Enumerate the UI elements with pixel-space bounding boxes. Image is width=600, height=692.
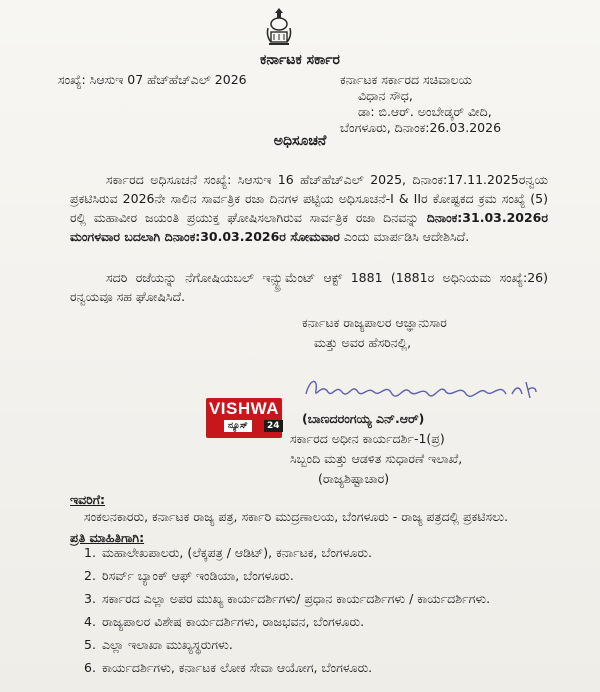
signatory-designation-3: (ರಾಜ್ಯಶಿಷ್ಟಾಚಾರ) (318, 471, 390, 486)
para2-text: ಸದರಿ ರಜೆಯನ್ನು ನೆಗೋಷಿಯಬಲ್ ಇನ್ಸ್ಟ್ರುಮೆಂಟ್ ಆಕ್ಟ್ 1881 (1881ರ ಅಧಿನಿಯಮ ಸಂಖ್ಯೆ:26) ರನ್ವಯವೂ ಸಹ ಘೋಷಿಸಿದೆ. (70, 270, 548, 304)
para1-tail: ಎಂದು ಮಾರ್ಪಡಿಸಿ ಆದೇಶಿಸಿದೆ. (339, 229, 470, 244)
watermark-name: VISHWA (208, 399, 280, 418)
signature-scribble-icon (300, 372, 540, 406)
address-line-2: ವಿಧಾನ ಸೌಧ, (358, 88, 413, 103)
recipient-text (84, 508, 554, 526)
recipient-body: ಸಂಕಲನಕಾರರು, ಕರ್ನಾಟಕ ರಾಜ್ಯ ಪತ್ರ, ಸರ್ಕಾರಿ ಮುದ್ರಣಾಲಯ, ಬೆಂಗಳೂರು - ರಾಜ್ಯ ಪತ್ರದಲ್ಲಿ ಪ್ರಕಟಿಸಲು. (84, 509, 509, 524)
address-line-3: ಡಾ: ಬಿ.ಆರ್. ಅಂಬೇಡ್ಕರ್ ವೀದಿ, (358, 104, 492, 119)
recipient-label: ಇವರಿಗೆ: (70, 492, 106, 507)
notification-paragraph-2 (70, 268, 548, 306)
authority-line-1: ಕರ್ನಾಟಕ ರಾಜ್ಯಪಾಲರ ಆಜ್ಞಾನುಸಾರ (302, 315, 447, 330)
list-item: 1. ಮಹಾಲೇಖಪಾಲರು, (ಲೆಕ್ಕಪತ್ರ / ಆಡಿಟ್), ಕರ್ನಾಟಕ, ಬೆಂಗಳೂರು. (84, 545, 372, 560)
government-title: ಕರ್ನಾಟಕ ಸರ್ಕಾರ (260, 52, 340, 68)
vishwa-news-watermark (206, 398, 282, 438)
signatory-designation-2: ಸಿಬ್ಬಂದಿ ಮತ್ತು ಆಡಳಿತ ಸುಧಾರಣೆ ಇಲಾಖೆ, (290, 451, 463, 466)
issue-date: ಬೆಂಗಳೂರು, ದಿನಾಂಕ:26.03.2026 (340, 120, 502, 135)
list-item: 5. ಎಲ್ಲಾ ಇಲಾಖಾ ಮುಖ್ಯಸ್ಥರುಗಳು. (84, 637, 233, 652)
copy-label: ಪ್ರತಿ ಮಾಹಿತಿಗಾಗಿ: (70, 530, 145, 545)
para1-highlight: ದಿನಾಂಕ:31.03.2026ರ ಮಂಗಳವಾರ ಬದಲಾಗಿ ದಿನಾಂಕ:30.03.2026ರ ಸೋಮವಾರ (70, 210, 548, 244)
authority-line-2: ಮತ್ತು ಅವರ ಹೆಸರಿನಲ್ಲಿ, (314, 335, 412, 350)
order-number: ಸಂಖ್ಯೆ: ಸಿಆಸುಇ 07 ಹೆಚ್‌ಹೆಚ್‌ಎಲ್ 2026 (58, 72, 247, 87)
state-emblem-icon (262, 6, 296, 46)
watermark-number: 24 (264, 420, 283, 432)
para1-text: ಸರ್ಕಾರದ ಅಧಿಸೂಚನೆ ಸಂಖ್ಯೆ: ಸಿಆಸುಇ 16 ಹೆಚ್‌ಹೆಚ್‌ಎಲ್ 2025, ದಿನಾಂಕ:17.11.2025ರನ್ವಯ ಪ್ರಕಟಿಸಿರುವ 2026ನೇ ಸಾಲಿನ ಸಾರ್ವತ್ರಿಕ ರಜಾ ದಿನಗಳ ಪಟ್ಟಿಯ ಅಧಿಸೂಚನೆ-I & IIರ ಕೋಷ್ಟಕದ ಕ್ರಮ ಸಂಖ್ಯೆ (5) ರಲ್ಲಿ ಮಹಾವೀರ ಜಯಂತಿ ಪ್ರಯುಕ್ತ ಘೋಷಿಸಲಾಗಿರುವ ಸಾರ್ವತ್ರಿಕ ರಜಾ ದಿನವನ್ನು (70, 172, 548, 225)
notification-paragraph-1 (70, 170, 548, 246)
watermark-sub: ನ್ಯೂಸ್ (224, 420, 252, 432)
list-item: 4. ರಾಜ್ಯಪಾಲರ ವಿಶೇಷ ಕಾರ್ಯದರ್ಶಿಗಳು, ರಾಜಭವನ, ಬೆಂಗಳೂರು. (84, 614, 365, 629)
handwritten-signature (300, 372, 540, 406)
copy-recipients-list (84, 544, 584, 682)
notification-heading: ಅಧಿಸೂಚನೆ (273, 133, 327, 149)
address-line-1: ಕರ್ನಾಟಕ ಸರ್ಕಾರದ ಸಚಿವಾಲಯ (340, 72, 472, 87)
list-item: 3. ಸರ್ಕಾರದ ಎಲ್ಲಾ ಅಪರ ಮುಖ್ಯ ಕಾರ್ಯದರ್ಶಿಗಳು/ ಪ್ರಧಾನ ಕಾರ್ಯದರ್ಶಿಗಳು / ಕಾರ್ಯದರ್ಶಿಗಳು. (84, 591, 491, 606)
list-item: 6. ಕಾರ್ಯದರ್ಶಿಗಳು, ಕರ್ನಾಟಕ ಲೋಕ ಸೇವಾ ಆಯೋಗ, ಬೆಂಗಳೂರು. (84, 660, 373, 675)
signatory-designation-1: ಸರ್ಕಾರದ ಅಧೀನ ಕಾರ್ಯದರ್ಶಿ-1(ಪ್ರ) (290, 431, 445, 446)
signatory-name: (ಬಾಣದರಂಗಯ್ಯ ಎನ್.ಆರ್) (302, 411, 425, 426)
list-item: 2. ರಿಸರ್ವ್ ಬ್ಯಾಂಕ್ ಆಫ್ ಇಂಡಿಯಾ, ಬೆಂಗಳೂರು. (84, 568, 294, 583)
